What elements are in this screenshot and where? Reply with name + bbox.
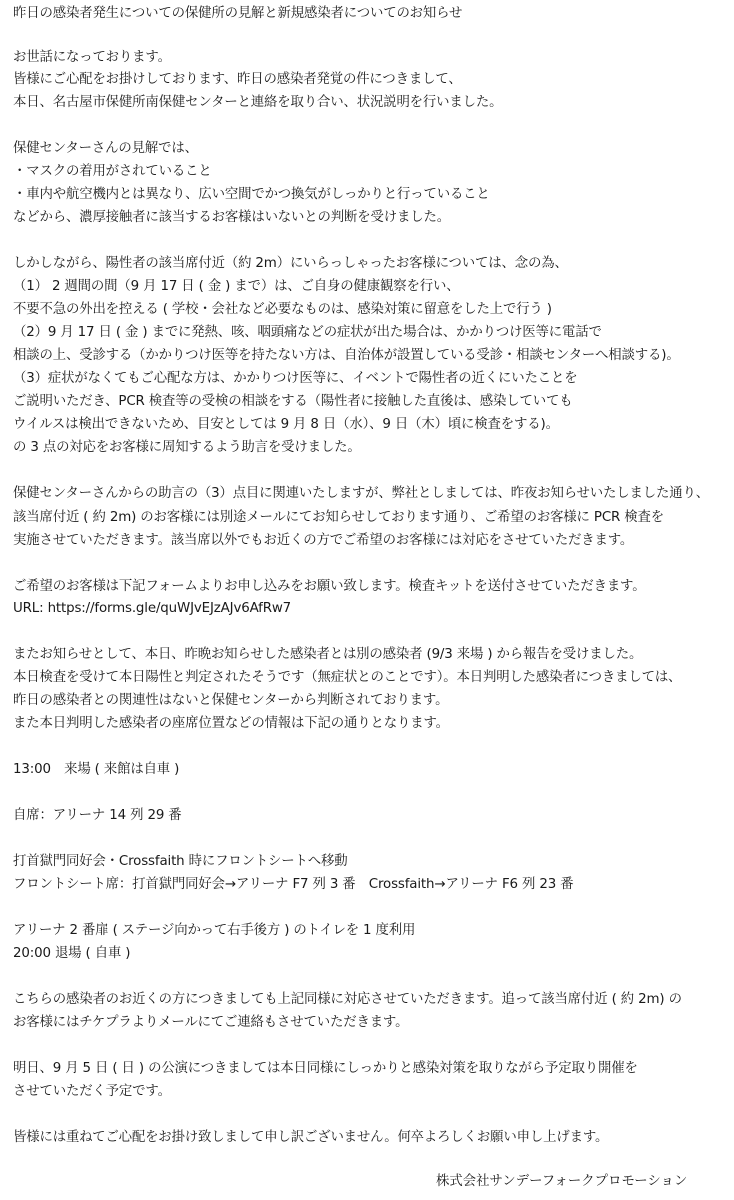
tomorrow-line: 明日、9 月 5 日 ( 日 ) の公演につきましては本日同様にしっかりと感染対策を取りながら予定取り開催を — [13, 1061, 638, 1076]
form-url: URL: https://forms.gle/quWJvEJzAJv6AfRw7 — [13, 601, 292, 616]
advice-line: ご説明いただき、PCR 検査等の受検の相談をする（陽性者に接触した直後は、感染していても — [13, 394, 573, 409]
form-line: ご希望のお客様は下記フォームよりお申し込みをお願い致します。検査キットを送付させていただきます。 — [13, 579, 646, 594]
company-signature: 株式会社サンデーフォークプロモーション — [436, 1174, 688, 1189]
pcr-line: 該当席付近 ( 約 2m) のお客様には別途メールにてお知らせしております通り、ご希望のお客様に PCR 検査を — [13, 510, 665, 525]
view-line: ・マスクの着用がされていること — [13, 164, 212, 179]
advice-line: 不要不急の外出を控える ( 学校・会社など必要なものは、感染対策に留意をした上で行う ) — [13, 302, 552, 317]
timeline-toilet: アリーナ 2 番扉 ( ステージ向かって右手後方 ) のトイレを 1 度利用 — [13, 923, 416, 938]
followup-line: お客様にはチケプラよりメールにてご連絡もさせていただきます。 — [13, 1015, 409, 1030]
advice-line: （2）9 月 17 日 ( 金 ) までに発熱、咳、咽頭痛などの症状が出た場合は、かかりつけ医等に電話で — [13, 325, 602, 340]
advice-line: ウイルスは検出できないため、目安としては 9 月 8 日（水）、9 日（木）頃に検査をする)。 — [13, 417, 559, 432]
new-case-line: 昨日の感染者との関連性はないと保健センターから判断されております。 — [13, 693, 449, 708]
followup-line: こちらの感染者のお近くの方につきましても上記同様に対応させていただきます。追って該当席付近 ( 約 2m) の — [13, 992, 682, 1007]
greeting-line: 皆様にご心配をお掛けしております、昨日の感染者発覚の件につきまして、 — [13, 72, 462, 87]
advice-line: しかしながら、陽性者の該当席付近（約 2m）にいらっしゃったお客様については、念の為、 — [13, 256, 568, 271]
view-line: 保健センターさんの見解では、 — [13, 141, 198, 156]
view-line: などから、濃厚接触者に該当するお客様はいないとの判断を受けました。 — [13, 210, 450, 225]
advice-line: （1） 2 週間の間（9 月 17 日 ( 金 ) まで）は、ご自身の健康観察を行い、 — [13, 279, 460, 294]
tomorrow-line: させていただく予定です。 — [13, 1084, 171, 1099]
timeline-arrival: 13:00 来場 ( 来館は自車 ) — [13, 762, 180, 777]
new-case-line: 本日検査を受けて本日陽性と判定されたそうです（無症状とのことです）。本日判明した感染者につきましては、 — [13, 670, 682, 685]
view-line: ・車内や航空機内とは異なり、広い空間でかつ換気がしっかりと行っていること — [13, 187, 490, 202]
notice-title: 昨日の感染者発生についての保健所の見解と新規感染者についてのお知らせ — [13, 6, 463, 21]
timeline-departure: 20:00 退場 ( 自車 ) — [13, 946, 131, 961]
new-case-line: またお知らせとして、本日、昨晩お知らせした感染者とは別の感染者 (9/3 来場 ) から報告を受けました。 — [13, 647, 643, 662]
greeting-line: お世話になっております。 — [13, 50, 171, 65]
timeline-front-seat: フロントシート席：打首獄門同好会→アリーナ F7 列 3 番 Crossfaith→アリーナ F6 列 23 番 — [13, 877, 574, 892]
greeting-line: 本日、名古屋市保健所南保健センターと連絡を取り合い、状況説明を行いました。 — [13, 95, 503, 110]
advice-line: （3）症状がなくてもご心配な方は、かかりつけ医等に、イベントで陽性者の近くにいたことを — [13, 371, 578, 386]
new-case-line: また本日判明した感染者の座席位置などの情報は下記の通りとなります。 — [13, 716, 449, 731]
timeline-move: 打首獄門同好会・Crossfaith 時にフロントシートへ移動 — [13, 854, 348, 869]
apology-line: 皆様には重ねてご心配をお掛け致しまして申し訳ございません。何卒よろしくお願い申し上げます。 — [13, 1130, 609, 1145]
advice-line: の 3 点の対応をお客様に周知するよう助言を受けました。 — [13, 440, 361, 455]
pcr-line: 実施させていただきます。該当席以外でもお近くの方でご希望のお客様には対応をさせていただきます。 — [13, 533, 634, 548]
pcr-line: 保健センターさんからの助言の（3）点目に関連いたしますが、弊社としましては、昨夜お知らせいたしました通り、 — [13, 486, 709, 501]
timeline-own-seat: 自席：アリーナ 14 列 29 番 — [13, 808, 182, 823]
advice-line: 相談の上、受診する（かかりつけ医等を持たない方は、自治体が設置している受診・相談センターへ相談する)。 — [13, 348, 680, 363]
